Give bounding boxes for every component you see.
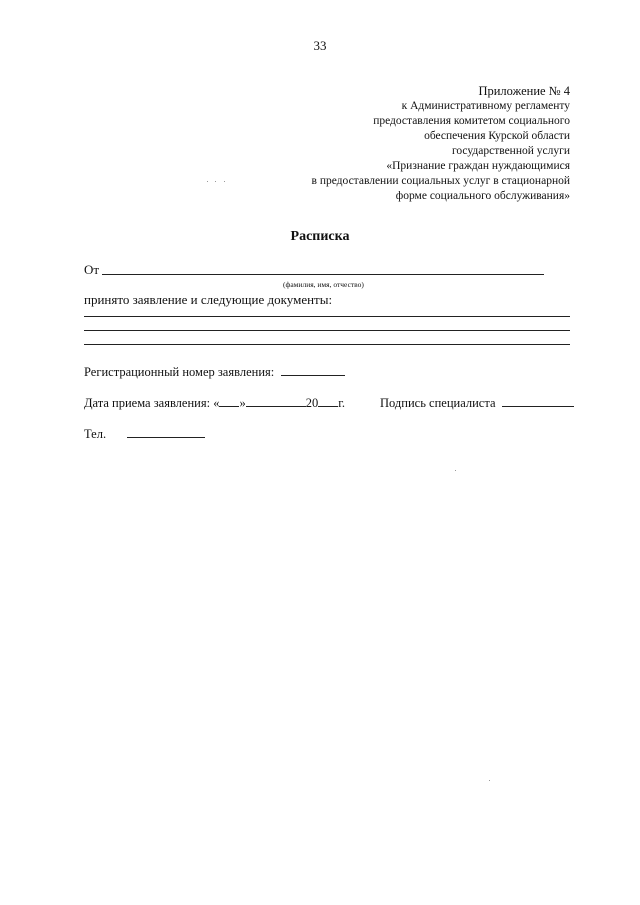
signature-label: Подпись специалиста bbox=[380, 396, 496, 410]
documents-line[interactable] bbox=[84, 344, 570, 345]
scan-speck bbox=[489, 780, 490, 781]
appendix-line: к Административному регламенту bbox=[401, 100, 570, 112]
date-month-field[interactable] bbox=[246, 394, 306, 407]
from-hint: (фамилия, имя, отчество) bbox=[283, 280, 364, 289]
appendix-line: «Признание граждан нуждающимися bbox=[386, 160, 570, 172]
date-year-field[interactable] bbox=[318, 394, 338, 407]
signature-group bbox=[380, 394, 574, 411]
date-close-quote: » bbox=[239, 396, 246, 410]
from-label: От bbox=[84, 262, 100, 277]
appendix-line: предоставления комитетом социального bbox=[373, 115, 570, 127]
appendix-line: обеспечения Курской области bbox=[424, 130, 570, 142]
document-title: Расписка bbox=[290, 229, 350, 244]
documents-line[interactable] bbox=[84, 316, 570, 317]
documents-line[interactable] bbox=[84, 330, 570, 331]
scan-speck bbox=[455, 470, 456, 471]
scan-speck bbox=[224, 181, 225, 182]
signature-field[interactable] bbox=[502, 394, 574, 407]
registration-number-field[interactable] bbox=[281, 363, 345, 376]
tel-label: Тел. bbox=[84, 427, 107, 441]
scan-speck bbox=[207, 181, 208, 182]
appendix-header bbox=[250, 83, 570, 204]
appendix-line: государственной услуги bbox=[451, 145, 570, 157]
tel-row bbox=[84, 425, 205, 442]
date-row bbox=[84, 394, 576, 411]
appendix-title: Приложение № 4 bbox=[478, 84, 570, 98]
date-day-field[interactable] bbox=[219, 394, 239, 407]
page-number: 33 bbox=[313, 38, 327, 53]
appendix-line: форме социального обслуживания» bbox=[395, 190, 570, 202]
registration-number-label: Регистрационный номер заявления: bbox=[84, 365, 275, 379]
from-row bbox=[84, 262, 544, 278]
date-label: Дата приема заявления: « bbox=[84, 396, 220, 410]
registration-number-row bbox=[84, 363, 345, 380]
date-year-suffix: г. bbox=[338, 396, 346, 410]
accepted-documents-label: принято заявление и следующие документы: bbox=[84, 292, 333, 307]
appendix-line: в предоставлении социальных услуг в стационарной bbox=[311, 175, 570, 187]
scan-speck bbox=[215, 181, 216, 182]
date-year-prefix: 20 bbox=[305, 396, 319, 410]
tel-field[interactable] bbox=[127, 425, 205, 438]
from-fill-line[interactable] bbox=[102, 274, 544, 275]
